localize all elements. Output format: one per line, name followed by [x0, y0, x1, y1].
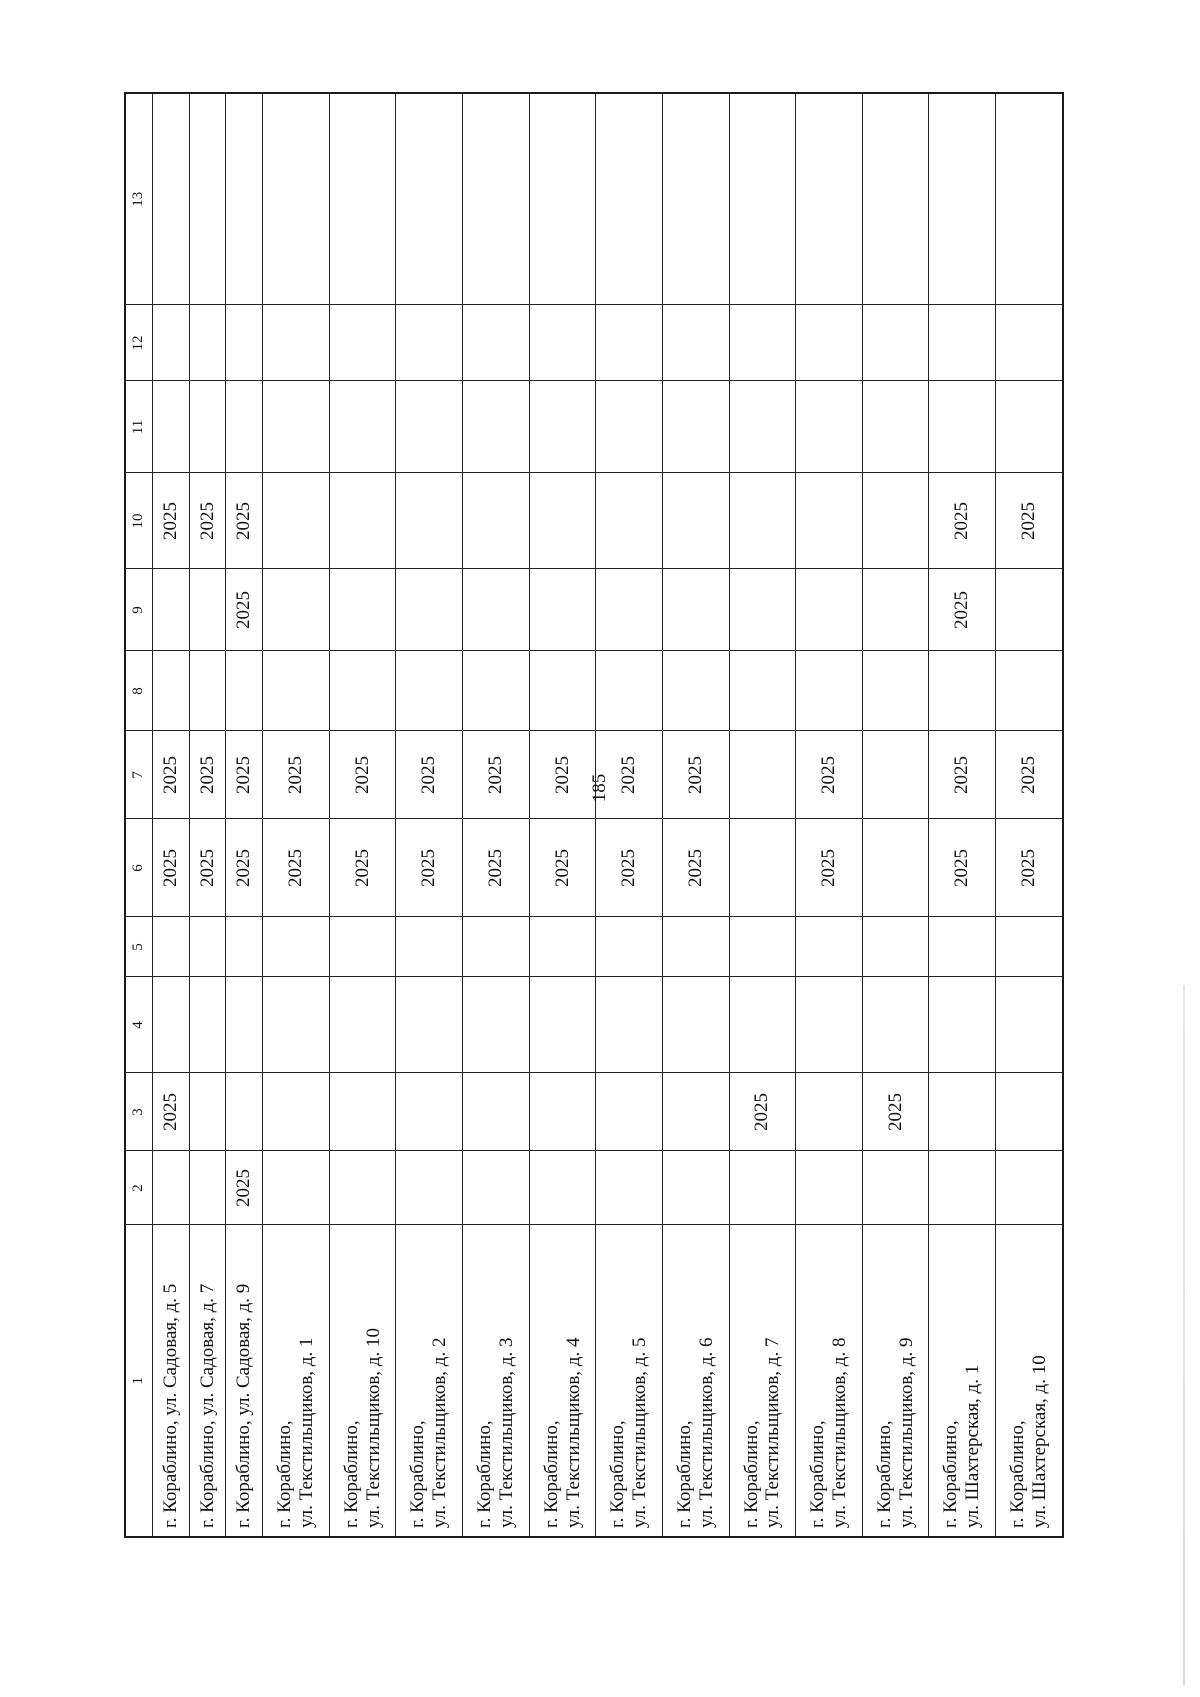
- year-cell: 2025: [996, 473, 1063, 569]
- year-cell: [662, 93, 729, 305]
- year-cell: [263, 651, 330, 731]
- address-line: г. Кораблино,: [1007, 1420, 1029, 1528]
- table-row: [929, 93, 996, 1537]
- address-line: г. Кораблино, ул. Садовая, д. 5: [159, 1283, 181, 1528]
- year-cell: [729, 473, 796, 569]
- year-cell: [996, 917, 1063, 977]
- address-line: г. Кораблино,: [940, 1420, 962, 1528]
- address-cell: [189, 1225, 226, 1537]
- year-cell: 2025: [153, 473, 190, 569]
- year-cell: [396, 381, 463, 473]
- year-cell: 2025: [596, 731, 663, 819]
- year-cell: [796, 473, 863, 569]
- year-cell: [529, 651, 596, 731]
- year-cell: [862, 731, 929, 819]
- column-header-6: 6: [125, 819, 153, 917]
- year-cell: [862, 977, 929, 1073]
- year-cell: 2025: [153, 731, 190, 819]
- year-cell: [796, 917, 863, 977]
- year-cell: 2025: [396, 731, 463, 819]
- year-cell: [596, 305, 663, 381]
- year-cell: [463, 917, 530, 977]
- year-cell: [329, 381, 396, 473]
- year-cell: [996, 1073, 1063, 1151]
- address-cell: [463, 1225, 530, 1537]
- year-cell: 2025: [996, 819, 1063, 917]
- year-cell: [329, 651, 396, 731]
- year-cell: 2025: [189, 819, 226, 917]
- year-cell: [862, 569, 929, 651]
- year-cell: [463, 1151, 530, 1225]
- year-cell: [226, 977, 263, 1073]
- year-cell: [929, 1073, 996, 1151]
- address-line: г. Кораблино,: [274, 1420, 296, 1528]
- table-row: [662, 93, 729, 1537]
- address-line: ул. Текстильщиков, д. 1: [296, 1337, 318, 1528]
- table-row: [862, 93, 929, 1537]
- address-cell: [596, 1225, 663, 1537]
- year-cell: [329, 93, 396, 305]
- year-cell: [929, 917, 996, 977]
- year-cell: [153, 381, 190, 473]
- year-cell: [396, 977, 463, 1073]
- address-line: г. Кораблино,: [673, 1420, 695, 1528]
- year-cell: [396, 651, 463, 731]
- year-cell: 2025: [153, 819, 190, 917]
- year-cell: [596, 93, 663, 305]
- year-cell: [662, 473, 729, 569]
- column-header-5: 5: [125, 917, 153, 977]
- year-cell: [996, 1151, 1063, 1225]
- table-row: [189, 93, 226, 1537]
- year-cell: [729, 977, 796, 1073]
- year-cell: [529, 381, 596, 473]
- address-cell: [996, 1225, 1063, 1537]
- year-cell: [596, 1151, 663, 1225]
- year-cell: [529, 569, 596, 651]
- year-cell: [662, 1073, 729, 1151]
- year-cell: [329, 977, 396, 1073]
- year-cell: [529, 917, 596, 977]
- year-cell: [189, 93, 226, 305]
- address-cell: [153, 1225, 190, 1537]
- address-line: г. Кораблино,: [740, 1420, 762, 1528]
- year-cell: 2025: [796, 819, 863, 917]
- year-cell: [862, 1151, 929, 1225]
- column-header-11: 11: [125, 381, 153, 473]
- year-cell: [862, 917, 929, 977]
- year-cell: [929, 977, 996, 1073]
- address-line: ул. Текстильщиков, д. 4: [562, 1337, 584, 1528]
- address-line: ул. Текстильщиков, д. 9: [895, 1337, 917, 1528]
- address-cell: [263, 1225, 330, 1537]
- year-cell: 2025: [729, 1073, 796, 1151]
- table-row: [226, 93, 263, 1537]
- page-number: 185: [589, 773, 610, 803]
- year-cell: 2025: [463, 819, 530, 917]
- address-cell: [529, 1225, 596, 1537]
- year-cell: [226, 305, 263, 381]
- year-cell: 2025: [929, 473, 996, 569]
- year-cell: [463, 473, 530, 569]
- address-line: ул. Текстильщиков, д. 2: [429, 1337, 451, 1528]
- year-cell: 2025: [862, 1073, 929, 1151]
- year-cell: [996, 381, 1063, 473]
- year-cell: [463, 1073, 530, 1151]
- year-cell: [396, 569, 463, 651]
- year-cell: [796, 1151, 863, 1225]
- year-cell: [796, 93, 863, 305]
- year-cell: [529, 93, 596, 305]
- address-line: г. Кораблино,: [474, 1420, 496, 1528]
- year-cell: [662, 305, 729, 381]
- year-cell: [729, 819, 796, 917]
- address-line: ул. Текстильщиков, д. 3: [495, 1337, 517, 1528]
- table-row: [529, 93, 596, 1537]
- year-cell: [596, 569, 663, 651]
- year-cell: [153, 305, 190, 381]
- year-cell: [329, 473, 396, 569]
- year-cell: 2025: [996, 731, 1063, 819]
- year-cell: 2025: [263, 731, 330, 819]
- table-row: [329, 93, 396, 1537]
- year-cell: [329, 305, 396, 381]
- table-row: [153, 93, 190, 1537]
- year-cell: [463, 569, 530, 651]
- year-cell: [662, 917, 729, 977]
- year-cell: 2025: [796, 731, 863, 819]
- year-cell: [153, 93, 190, 305]
- year-cell: [189, 1073, 226, 1151]
- year-cell: [729, 569, 796, 651]
- year-cell: 2025: [226, 473, 263, 569]
- table-row: [396, 93, 463, 1537]
- year-cell: [189, 381, 226, 473]
- table-row: [729, 93, 796, 1537]
- year-cell: [596, 473, 663, 569]
- year-cell: [662, 651, 729, 731]
- schedule-table: [124, 92, 1064, 1538]
- year-cell: [189, 651, 226, 731]
- year-cell: [463, 305, 530, 381]
- year-cell: 2025: [189, 731, 226, 819]
- column-header-13: 13: [125, 93, 153, 305]
- year-cell: [996, 651, 1063, 731]
- address-line: ул. Шахтерская, д. 1: [962, 1364, 984, 1528]
- year-cell: [153, 651, 190, 731]
- year-cell: [862, 819, 929, 917]
- year-cell: [263, 569, 330, 651]
- column-header-10: 10: [125, 473, 153, 569]
- address-cell: [396, 1225, 463, 1537]
- address-line: г. Кораблино,: [540, 1420, 562, 1528]
- rotated-table-container: [124, 94, 1064, 1538]
- year-cell: [529, 473, 596, 569]
- year-cell: [396, 473, 463, 569]
- year-cell: [189, 917, 226, 977]
- year-cell: [463, 977, 530, 1073]
- year-cell: [529, 1151, 596, 1225]
- year-cell: [729, 1151, 796, 1225]
- year-cell: [996, 93, 1063, 305]
- year-cell: 2025: [662, 819, 729, 917]
- year-cell: [263, 93, 330, 305]
- year-cell: [596, 381, 663, 473]
- year-cell: [796, 305, 863, 381]
- address-line: г. Кораблино,: [873, 1420, 895, 1528]
- year-cell: 2025: [226, 731, 263, 819]
- address-line: г. Кораблино, ул. Садовая, д. 7: [196, 1283, 218, 1528]
- year-cell: [463, 93, 530, 305]
- table-header-row: [125, 93, 153, 1537]
- address-cell: [929, 1225, 996, 1537]
- year-cell: [862, 651, 929, 731]
- year-cell: 2025: [226, 819, 263, 917]
- column-header-4: 4: [125, 977, 153, 1073]
- year-cell: [396, 917, 463, 977]
- year-cell: [596, 651, 663, 731]
- year-cell: 2025: [153, 1073, 190, 1151]
- column-header-12: 12: [125, 305, 153, 381]
- year-cell: 2025: [396, 819, 463, 917]
- column-header-7: 7: [125, 731, 153, 819]
- column-header-2: 2: [125, 1151, 153, 1225]
- year-cell: [662, 381, 729, 473]
- year-cell: [862, 473, 929, 569]
- table-row: [596, 93, 663, 1537]
- address-line: ул. Текстильщиков, д. 8: [829, 1337, 851, 1528]
- year-cell: [226, 1073, 263, 1151]
- year-cell: [189, 569, 226, 651]
- year-cell: [596, 977, 663, 1073]
- year-cell: [396, 305, 463, 381]
- address-line: г. Кораблино,: [607, 1420, 629, 1528]
- column-header-3: 3: [125, 1073, 153, 1151]
- year-cell: [263, 917, 330, 977]
- year-cell: [529, 1073, 596, 1151]
- year-cell: 2025: [662, 731, 729, 819]
- year-cell: [263, 977, 330, 1073]
- year-cell: 2025: [596, 819, 663, 917]
- year-cell: [862, 305, 929, 381]
- address-line: ул. Шахтерская, д. 10: [1029, 1355, 1051, 1528]
- year-cell: [226, 917, 263, 977]
- year-cell: [226, 93, 263, 305]
- address-line: ул. Текстильщиков, д. 6: [695, 1337, 717, 1528]
- table-row: [996, 93, 1063, 1537]
- table-row: [796, 93, 863, 1537]
- year-cell: [396, 1073, 463, 1151]
- year-cell: [796, 651, 863, 731]
- address-cell: [729, 1225, 796, 1537]
- year-cell: [396, 93, 463, 305]
- year-cell: 2025: [263, 819, 330, 917]
- year-cell: [929, 93, 996, 305]
- year-cell: [153, 917, 190, 977]
- year-cell: [929, 305, 996, 381]
- year-cell: [796, 1073, 863, 1151]
- year-cell: [729, 917, 796, 977]
- year-cell: [996, 305, 1063, 381]
- year-cell: [729, 731, 796, 819]
- year-cell: [226, 381, 263, 473]
- year-cell: [263, 473, 330, 569]
- address-line: г. Кораблино,: [407, 1420, 429, 1528]
- year-cell: [862, 381, 929, 473]
- year-cell: [189, 1151, 226, 1225]
- address-line: ул. Текстильщиков, д. 7: [762, 1337, 784, 1528]
- address-line: г. Кораблино,: [807, 1420, 829, 1528]
- column-header-8: 8: [125, 651, 153, 731]
- year-cell: [263, 1073, 330, 1151]
- address-cell: [226, 1225, 263, 1537]
- year-cell: [662, 569, 729, 651]
- year-cell: [329, 917, 396, 977]
- year-cell: 2025: [329, 731, 396, 819]
- year-cell: [329, 1073, 396, 1151]
- address-line: ул. Текстильщиков, д. 10: [362, 1328, 384, 1528]
- year-cell: [263, 381, 330, 473]
- year-cell: [729, 381, 796, 473]
- address-line: г. Кораблино, ул. Садовая, д. 9: [233, 1283, 255, 1528]
- address-cell: [329, 1225, 396, 1537]
- year-cell: [929, 1151, 996, 1225]
- year-cell: [929, 381, 996, 473]
- year-cell: 2025: [226, 569, 263, 651]
- year-cell: [329, 1151, 396, 1225]
- year-cell: [662, 1151, 729, 1225]
- year-cell: [529, 977, 596, 1073]
- address-cell: [662, 1225, 729, 1537]
- year-cell: 2025: [189, 473, 226, 569]
- year-cell: [662, 977, 729, 1073]
- year-cell: [396, 1151, 463, 1225]
- year-cell: [153, 1151, 190, 1225]
- year-cell: [153, 569, 190, 651]
- year-cell: [796, 381, 863, 473]
- table-row: [263, 93, 330, 1537]
- scan-edge-shadow: [1183, 985, 1185, 1685]
- address-line: г. Кораблино,: [340, 1420, 362, 1528]
- table-row: [463, 93, 530, 1537]
- year-cell: [596, 917, 663, 977]
- year-cell: [729, 651, 796, 731]
- year-cell: [596, 1073, 663, 1151]
- address-cell: [862, 1225, 929, 1537]
- year-cell: [329, 569, 396, 651]
- year-cell: [529, 305, 596, 381]
- column-header-1: 1: [125, 1225, 153, 1537]
- year-cell: [996, 569, 1063, 651]
- year-cell: [796, 569, 863, 651]
- year-cell: 2025: [226, 1151, 263, 1225]
- year-cell: [862, 93, 929, 305]
- year-cell: [226, 651, 263, 731]
- year-cell: [263, 1151, 330, 1225]
- year-cell: 2025: [329, 819, 396, 917]
- address-line: ул. Текстильщиков, д. 5: [629, 1337, 651, 1528]
- year-cell: [463, 651, 530, 731]
- year-cell: 2025: [529, 731, 596, 819]
- year-cell: 2025: [463, 731, 530, 819]
- year-cell: [189, 305, 226, 381]
- year-cell: [153, 977, 190, 1073]
- year-cell: 2025: [929, 819, 996, 917]
- year-cell: [263, 305, 330, 381]
- year-cell: [463, 381, 530, 473]
- year-cell: 2025: [929, 569, 996, 651]
- address-cell: [796, 1225, 863, 1537]
- year-cell: [189, 977, 226, 1073]
- year-cell: [729, 305, 796, 381]
- year-cell: [996, 977, 1063, 1073]
- table-body: [153, 93, 1064, 1537]
- year-cell: 2025: [929, 731, 996, 819]
- column-header-9: 9: [125, 569, 153, 651]
- year-cell: [929, 651, 996, 731]
- year-cell: 2025: [529, 819, 596, 917]
- year-cell: [729, 93, 796, 305]
- year-cell: [796, 977, 863, 1073]
